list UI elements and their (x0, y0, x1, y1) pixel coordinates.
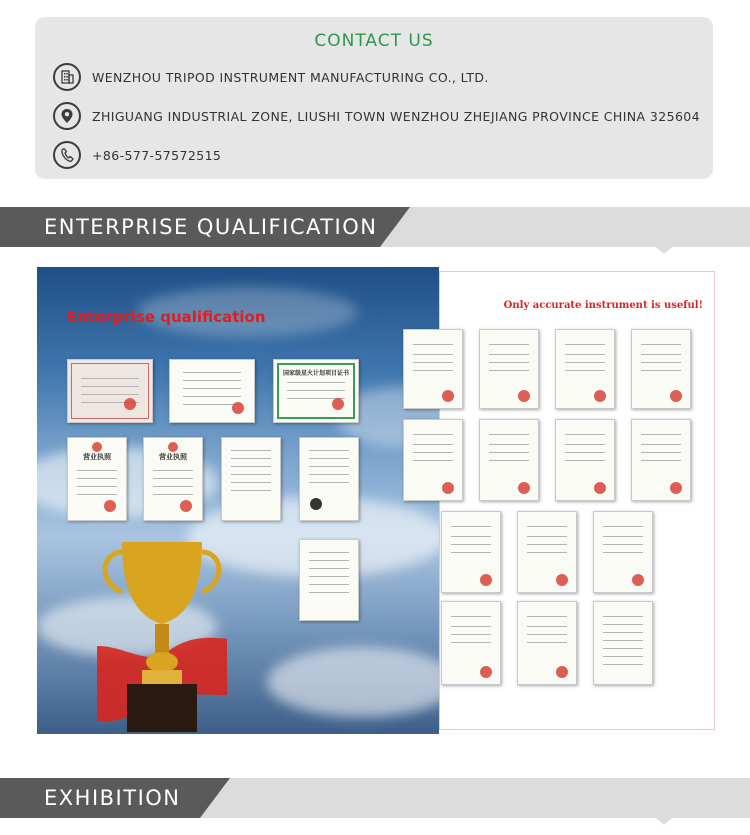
enterprise-qualification-title: Enterprise qualification (67, 308, 266, 326)
phone-row (53, 141, 221, 169)
company-name: WENZHOU TRIPOD INSTRUMENT MANUFACTURING CO., LTD. (92, 69, 489, 85)
certificate-business-license-1 (67, 437, 127, 521)
patent-certificate (593, 511, 653, 593)
certificate-organization-code (169, 359, 255, 423)
address: ZHIGUANG INDUSTRIAL ZONE, LIUSHI TOWN WENZHOU ZHEJIANG PROVINCE CHINA 325604 (92, 108, 700, 124)
phone-icon (53, 141, 81, 169)
patent-certificate (631, 419, 691, 501)
section-banner-qualification (0, 207, 750, 247)
certificate-tax-registration (67, 359, 153, 423)
patent-certificate (403, 419, 463, 501)
patent-certificate (479, 329, 539, 409)
building-icon (53, 63, 81, 91)
patent-certificate (441, 601, 501, 685)
qualification-image (37, 267, 717, 734)
license-head-1: 营业执照 (83, 454, 111, 461)
patent-certificate (479, 419, 539, 501)
certificate-ce-2 (299, 437, 359, 521)
certificate-torch-program (273, 359, 359, 423)
certificate-business-license-2 (143, 437, 203, 521)
address-row (53, 102, 700, 130)
banner-notch (656, 818, 672, 825)
banner-notch (656, 247, 672, 254)
trophy-icon (97, 542, 227, 732)
torch-program-head: 国家级星火计划项目证书 (282, 371, 349, 377)
patent-certificate (517, 601, 577, 685)
section-banner-exhibition (0, 778, 750, 818)
license-head-2: 营业执照 (159, 454, 187, 461)
location-pin-icon (53, 102, 81, 130)
company-row (53, 63, 489, 91)
contact-title: CONTACT US (314, 31, 434, 51)
patent-certificate (403, 329, 463, 409)
contact-card (35, 17, 713, 179)
tagline: Only accurate instrument is useful! (503, 300, 703, 311)
patent-certificate (441, 511, 501, 593)
phone-number[interactable]: +86-577-57572515 (92, 147, 222, 163)
section-title-qualification: ENTERPRISE QUALIFICATION (44, 215, 378, 239)
patent-certificate (631, 329, 691, 409)
patent-certificate-table (593, 601, 653, 685)
patent-certificate (555, 419, 615, 501)
section-title-exhibition: EXHIBITION (44, 786, 181, 810)
patent-certificate (555, 329, 615, 409)
certificate-ce-1 (221, 437, 281, 521)
patent-certificate (517, 511, 577, 593)
certificate-ce-3 (299, 539, 359, 621)
